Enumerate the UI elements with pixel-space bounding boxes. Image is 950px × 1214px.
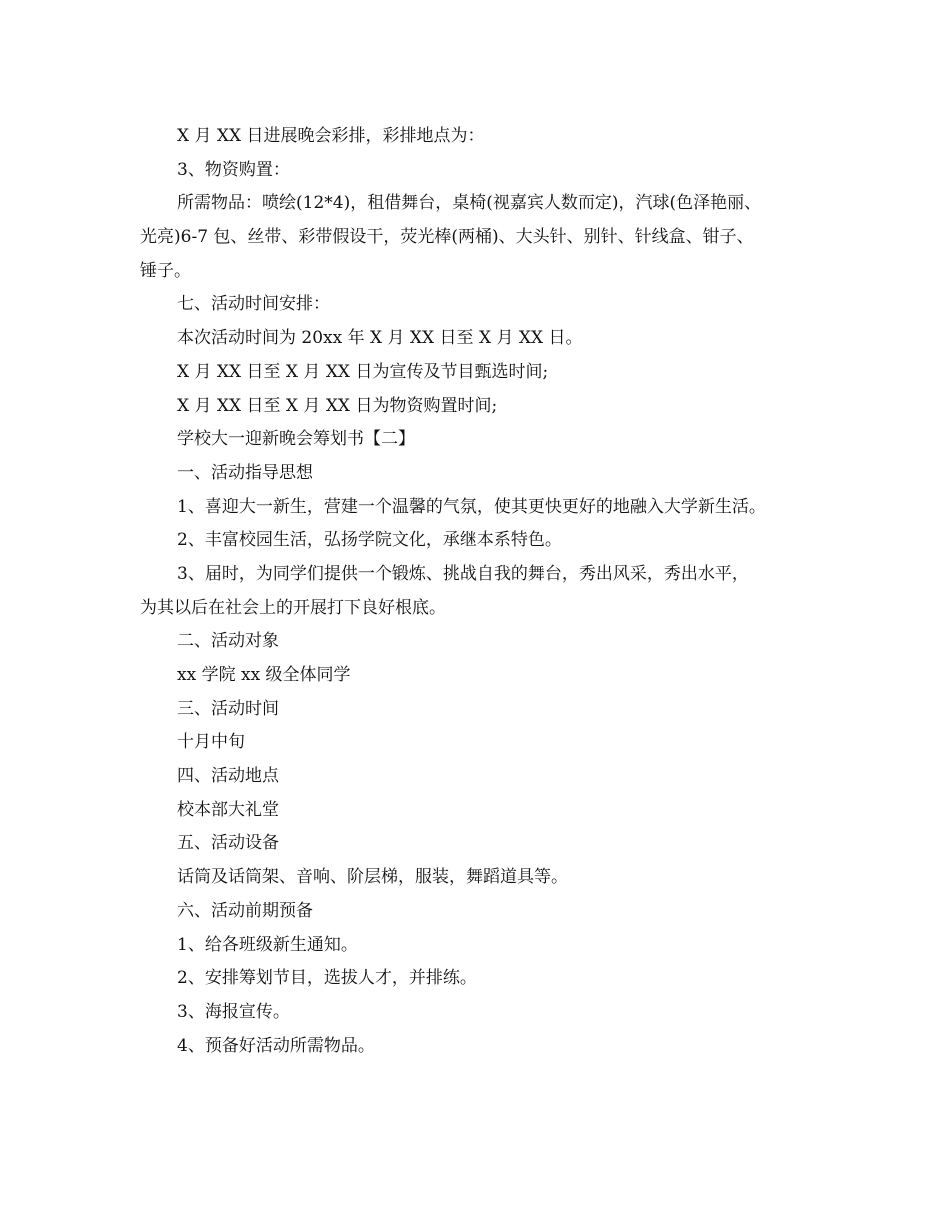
list-item: 2、丰富校园生活，弘扬学院文化，承继本系特色。 xyxy=(177,530,562,551)
document-body xyxy=(140,120,840,1063)
text-line: X 月 XX 日进展晚会彩排，彩排地点为： xyxy=(177,126,485,146)
list-item: 3、海报宣传。 xyxy=(177,1001,290,1022)
list-item: 4、预备好活动所需物品。 xyxy=(177,1035,375,1056)
section-heading: 3、物资购置： xyxy=(177,159,290,180)
section-heading: 五、活动设备 xyxy=(177,833,279,854)
section-heading: 四、活动地点 xyxy=(177,766,279,787)
section-heading: 三、活动时间 xyxy=(177,698,279,719)
text-line: 十月中旬 xyxy=(177,732,245,753)
document-title: 学校大一迎新晚会筹划书【二】 xyxy=(177,429,415,450)
section-heading: 六、活动前期预备 xyxy=(177,900,313,921)
text-line: xx 学院 xx 级全体同学 xyxy=(177,665,351,685)
text-line: 本次活动时间为 20xx 年 X 月 XX 日至 X 月 XX 日。 xyxy=(177,328,583,349)
list-item: 1、喜迎大一新生，营建一个温馨的气氛，使其更快更好的地融入大学新生活。 xyxy=(177,496,766,517)
text-line: X 月 XX 日至 X 月 XX 日为物资购置时间; xyxy=(177,395,498,416)
list-item: 2、安排筹划节目，选拔人才，并排练。 xyxy=(177,968,477,989)
section-heading: 一、活动指导思想 xyxy=(177,462,313,483)
section-heading: 二、活动对象 xyxy=(177,631,279,652)
text-line: 所需物品：喷绘(12*4)，租借舞台，桌椅(视嘉宾人数而定)，汽球(色泽艳丽、 xyxy=(177,193,762,214)
list-item: 1、给各班级新生通知。 xyxy=(177,934,358,955)
text-line: 光亮)6-7 包、丝带、彩带假设干，荧光棒(两桶)、大头针、别针、针线盒、钳子、 xyxy=(140,227,754,248)
text-line: X 月 XX 日至 X 月 XX 日为宣传及节目甄选时间; xyxy=(177,361,549,382)
text-line: 话筒及话筒架、音响、阶层梯，服装，舞蹈道具等。 xyxy=(177,867,568,888)
list-item: 3、届时，为同学们提供一个锻炼、挑战自我的舞台，秀出风采，秀出水平， xyxy=(177,563,749,584)
text-line: 锤子。 xyxy=(140,260,191,281)
text-line: 校本部大礼堂 xyxy=(177,799,279,820)
text-line: 为其以后在社会上的开展打下良好根底。 xyxy=(140,597,446,618)
section-heading: 七、活动时间安排： xyxy=(177,294,330,315)
